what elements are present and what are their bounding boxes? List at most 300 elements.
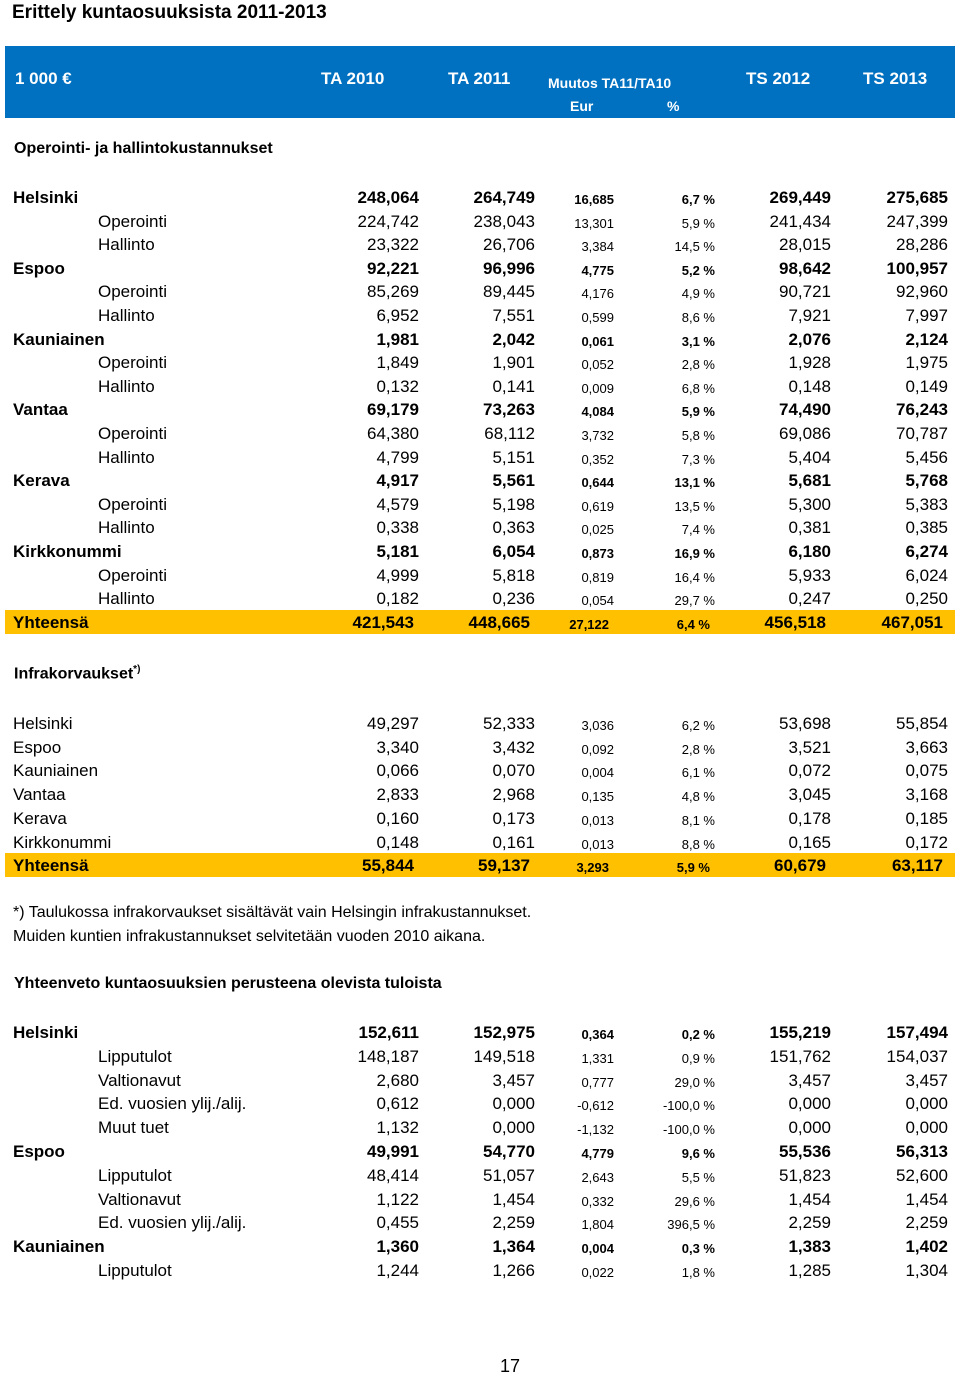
cell-ta2011: 5,198 xyxy=(492,494,535,514)
cell-ta2011: 0,363 xyxy=(492,518,535,538)
cell-ts2012: 74,490 xyxy=(779,400,831,420)
cell-muutos-pct: 16,4 % xyxy=(674,569,715,585)
cell-ta2010: 2,833 xyxy=(376,785,419,805)
row-label: Kerava xyxy=(13,471,70,491)
table-row xyxy=(0,374,960,398)
table-row xyxy=(0,232,960,256)
cell-muutos-pct: 9,6 % xyxy=(681,1146,715,1161)
cell-ta2010: 0,455 xyxy=(376,1213,419,1233)
table-header xyxy=(5,46,955,118)
cell-ta2010: 1,981 xyxy=(376,329,419,349)
cell-ts2013: 3,457 xyxy=(905,1070,948,1090)
cell-muutos-pct: 16,9 % xyxy=(674,546,715,561)
cell-muutos-eur: 0,873 xyxy=(581,546,614,561)
cell-ta2011: 96,996 xyxy=(483,258,535,278)
cell-ts2013: 1,402 xyxy=(905,1237,948,1257)
table-row xyxy=(0,421,960,445)
cell-muutos-eur: 4,176 xyxy=(581,286,614,302)
cell-ts2013: 5,768 xyxy=(905,471,948,491)
cell-ts2012: 3,521 xyxy=(788,737,831,757)
cell-muutos-pct: 14,5 % xyxy=(674,239,715,255)
cell-ta2011: 26,706 xyxy=(483,235,535,255)
table-row xyxy=(0,327,960,351)
cell-muutos-eur: 3,036 xyxy=(581,718,614,733)
cell-ts2012: 98,642 xyxy=(779,258,831,278)
cell-ta2011: 0,141 xyxy=(492,376,535,396)
cell-ta2010: 49,991 xyxy=(367,1142,419,1161)
cell-ta2010: 48,414 xyxy=(367,1165,419,1185)
cell-ts2013: 0,149 xyxy=(905,376,948,396)
cell-ta2010: 92,221 xyxy=(367,258,419,278)
table-row xyxy=(0,830,960,854)
cell-muutos-eur: 0,052 xyxy=(581,357,614,373)
header-ta2010: TA 2010 xyxy=(321,69,385,88)
cell-ts2012: 55,536 xyxy=(779,1142,831,1161)
row-label: Vantaa xyxy=(13,785,66,805)
cell-ts2012: 456,518 xyxy=(764,612,826,632)
cell-muutos-pct: 5,9 % xyxy=(681,404,715,420)
cell-ta2011: 0,173 xyxy=(492,808,535,828)
cell-muutos-eur: 4,779 xyxy=(581,1146,614,1161)
cell-muutos-eur: 1,331 xyxy=(581,1050,614,1066)
cell-ts2013: 55,854 xyxy=(896,714,948,733)
cell-ts2012: 28,015 xyxy=(779,235,831,255)
table-row xyxy=(0,539,960,563)
cell-muutos-pct: 4,8 % xyxy=(681,789,715,805)
cell-ta2011: 2,042 xyxy=(492,329,535,349)
table-row xyxy=(0,492,960,516)
cell-muutos-pct: 5,5 % xyxy=(681,1169,715,1185)
cell-muutos-pct: 13,1 % xyxy=(674,475,715,491)
header-ta2011: TA 2011 xyxy=(448,69,511,88)
cell-ta2011: 0,070 xyxy=(492,761,535,781)
cell-ta2010: 224,742 xyxy=(357,211,419,231)
cell-ts2012: 1,383 xyxy=(788,1237,831,1257)
row-label: Kirkkonummi xyxy=(13,542,122,561)
cell-muutos-eur: 3,384 xyxy=(581,239,614,255)
cell-muutos-pct: 7,3 % xyxy=(681,451,715,467)
cell-ts2012: 1,928 xyxy=(788,353,831,373)
cell-muutos-pct: 2,8 % xyxy=(681,357,715,373)
section-title-text: Infrakorvaukset xyxy=(14,665,134,683)
cell-ta2011: 68,112 xyxy=(484,424,535,443)
cell-ts2012: 1,285 xyxy=(788,1261,831,1280)
cell-ta2010: 0,066 xyxy=(376,761,419,781)
row-label: Valtionavut xyxy=(98,1189,181,1209)
cell-ts2013: 70,787 xyxy=(896,424,948,443)
header-pct: % xyxy=(667,98,680,114)
cell-muutos-pct: 29,6 % xyxy=(674,1193,715,1209)
cell-ts2012: 5,933 xyxy=(788,565,831,585)
table-row xyxy=(0,1068,960,1092)
cell-ts2013: 7,997 xyxy=(905,306,948,325)
cell-ts2013: 1,975 xyxy=(905,353,948,373)
cell-muutos-pct: 6,2 % xyxy=(681,718,715,733)
cell-ts2012: 0,178 xyxy=(788,808,831,828)
cell-muutos-eur: 3,732 xyxy=(581,428,614,443)
cell-ts2013: 76,243 xyxy=(896,400,948,420)
cell-muutos-pct: 5,2 % xyxy=(681,262,715,278)
cell-ta2010: 55,844 xyxy=(362,856,414,876)
cell-muutos-eur: 0,599 xyxy=(581,310,614,325)
cell-ta2010: 6,952 xyxy=(376,306,419,325)
row-label: Vantaa xyxy=(13,400,68,420)
row-label: Espoo xyxy=(13,258,65,278)
cell-ta2011: 0,161 xyxy=(492,832,535,852)
row-label: Ed. vuosien ylij./alij. xyxy=(98,1094,247,1114)
cell-muutos-eur: 0,004 xyxy=(581,1241,614,1257)
table-row xyxy=(0,350,960,374)
table-row xyxy=(0,1044,960,1068)
table-row xyxy=(0,256,960,280)
cell-muutos-pct: 2,8 % xyxy=(681,741,715,757)
row-label: Hallinto xyxy=(98,518,155,538)
table-row xyxy=(0,586,960,610)
row-label: Kauniainen xyxy=(13,1237,105,1257)
cell-ta2011: 73,263 xyxy=(483,400,535,420)
cell-muutos-eur: 0,352 xyxy=(581,451,614,467)
cell-ta2010: 69,179 xyxy=(367,400,419,420)
row-label: Hallinto xyxy=(98,376,155,396)
table-row xyxy=(0,1139,960,1163)
row-label: Operointi xyxy=(98,353,167,373)
header-eur: Eur xyxy=(570,98,594,114)
cell-ts2013: 467,051 xyxy=(881,612,943,632)
cell-ts2012: 5,404 xyxy=(788,447,831,467)
cell-ts2012: 0,000 xyxy=(788,1094,831,1114)
footnote-marker: *) xyxy=(133,664,141,675)
cell-ta2011: 5,151 xyxy=(492,447,535,467)
cell-muutos-eur: 0,644 xyxy=(581,475,614,491)
header-unit: 1 000 € xyxy=(15,69,72,88)
cell-ta2011: 1,266 xyxy=(492,1261,535,1280)
cell-muutos-pct: 6,1 % xyxy=(681,765,715,781)
cell-ta2011: 52,333 xyxy=(483,714,535,733)
row-label: Lipputulot xyxy=(98,1261,172,1280)
cell-muutos-pct: 8,8 % xyxy=(681,836,715,852)
cell-muutos-pct: -100,0 % xyxy=(662,1122,715,1138)
cell-ts2012: 1,454 xyxy=(788,1189,831,1209)
cell-ts2013: 0,000 xyxy=(905,1118,948,1138)
cell-ts2013: 3,663 xyxy=(905,737,948,757)
cell-muutos-pct: 6,4 % xyxy=(676,616,710,632)
row-label: Operointi xyxy=(98,565,167,585)
table-row xyxy=(0,468,960,492)
cell-muutos-pct: 6,7 % xyxy=(681,192,715,207)
row-label: Valtionavut xyxy=(98,1070,181,1090)
cell-ts2013: 56,313 xyxy=(896,1142,948,1161)
cell-ta2010: 4,917 xyxy=(376,471,419,491)
cell-ta2010: 0,148 xyxy=(376,832,419,852)
cell-ts2013: 0,075 xyxy=(905,761,948,781)
table-row xyxy=(0,711,960,735)
row-label: Hallinto xyxy=(98,447,155,467)
table-row xyxy=(0,209,960,233)
cell-muutos-eur: 0,777 xyxy=(581,1074,614,1090)
cell-ta2010: 23,322 xyxy=(367,235,419,255)
row-label: Kirkkonummi xyxy=(13,832,112,852)
table-row xyxy=(0,735,960,759)
page-number: 17 xyxy=(500,1356,521,1376)
cell-ta2011: 448,665 xyxy=(468,612,530,632)
cell-ts2013: 0,385 xyxy=(905,518,948,538)
row-label: Lipputulot xyxy=(98,1046,172,1066)
cell-ts2012: 90,721 xyxy=(779,282,831,302)
cell-ta2010: 64,380 xyxy=(367,424,419,443)
cell-ta2010: 49,297 xyxy=(367,714,419,733)
cell-ts2013: 275,685 xyxy=(886,188,948,207)
cell-muutos-eur: 0,054 xyxy=(581,593,614,609)
cell-ts2012: 0,247 xyxy=(788,589,831,609)
cell-muutos-eur: 27,122 xyxy=(569,616,609,632)
cell-ta2010: 85,269 xyxy=(367,282,419,302)
cell-ta2011: 3,457 xyxy=(492,1070,535,1090)
cell-ts2012: 0,000 xyxy=(788,1118,831,1138)
cell-ts2013: 2,124 xyxy=(905,329,948,349)
cell-ts2013: 92,960 xyxy=(896,282,948,302)
cell-muutos-pct: 6,8 % xyxy=(681,380,715,396)
cell-ta2011: 0,000 xyxy=(492,1118,535,1138)
table-row xyxy=(0,1020,960,1044)
cell-muutos-eur: 0,061 xyxy=(581,333,614,349)
cell-ts2012: 151,762 xyxy=(769,1046,831,1066)
cell-muutos-eur: 0,025 xyxy=(581,522,614,538)
row-label: Kauniainen xyxy=(13,329,105,349)
cell-ta2010: 152,611 xyxy=(358,1023,419,1042)
table-row xyxy=(0,397,960,421)
table-row xyxy=(0,279,960,303)
cell-ts2013: 3,168 xyxy=(905,785,948,805)
cell-muutos-pct: 5,9 % xyxy=(681,215,715,231)
cell-ta2011: 149,518 xyxy=(473,1046,535,1066)
table-row xyxy=(0,445,960,469)
row-label: Operointi xyxy=(98,494,167,514)
table-row xyxy=(0,185,960,209)
cell-muutos-pct: 5,9 % xyxy=(676,860,710,876)
footnote-line-2: Muiden kuntien infrakustannukset selvitetään vuoden 2010 aikana. xyxy=(13,928,486,945)
cell-ta2011: 2,259 xyxy=(492,1213,535,1233)
table-row xyxy=(0,1258,960,1282)
cell-muutos-eur: 3,293 xyxy=(576,860,609,876)
cell-ts2013: 6,024 xyxy=(905,565,948,585)
cell-ts2013: 247,399 xyxy=(886,211,948,231)
cell-muutos-eur: 0,619 xyxy=(581,498,614,514)
section-title-infrakorvaukset xyxy=(14,664,140,683)
cell-ts2013: 0,172 xyxy=(905,832,948,852)
cell-muutos-eur: 1,804 xyxy=(581,1217,614,1233)
cell-muutos-eur: -1,132 xyxy=(577,1122,614,1138)
cell-muutos-eur: 0,092 xyxy=(581,741,614,757)
cell-ta2011: 238,043 xyxy=(473,211,535,231)
cell-ta2011: 54,770 xyxy=(483,1142,535,1161)
cell-ta2010: 4,579 xyxy=(376,494,419,514)
cell-ta2010: 1,244 xyxy=(376,1261,419,1280)
total-row xyxy=(5,610,955,634)
cell-muutos-pct: 29,7 % xyxy=(674,593,715,609)
row-label: Operointi xyxy=(98,282,167,302)
cell-ta2010: 4,799 xyxy=(376,447,419,467)
cell-ts2012: 155,219 xyxy=(769,1023,831,1042)
cell-ts2013: 0,250 xyxy=(905,589,948,609)
cell-muutos-pct: 0,9 % xyxy=(681,1050,715,1066)
table-row xyxy=(0,563,960,587)
cell-ts2013: 1,304 xyxy=(905,1261,948,1280)
cell-ta2010: 248,064 xyxy=(357,188,419,207)
cell-muutos-eur: 0,135 xyxy=(581,789,614,805)
cell-ts2013: 52,600 xyxy=(896,1165,948,1185)
row-label: Muut tuet xyxy=(98,1118,169,1138)
table-row xyxy=(0,1234,960,1258)
cell-ts2012: 5,681 xyxy=(788,471,831,491)
footnote-line-1: *) Taulukossa infrakorvaukset sisältävät vain Helsingin infrakustannukset. xyxy=(13,904,532,921)
cell-muutos-pct: 396,5 % xyxy=(667,1217,715,1233)
cell-ta2010: 1,360 xyxy=(376,1237,419,1257)
cell-muutos-eur: 4,775 xyxy=(581,262,614,278)
cell-ts2012: 69,086 xyxy=(779,424,831,443)
cell-ta2011: 89,445 xyxy=(483,282,535,302)
cell-ta2010: 0,338 xyxy=(376,518,419,538)
cell-ta2011: 5,561 xyxy=(492,471,535,491)
cell-ta2010: 1,122 xyxy=(376,1189,419,1209)
cell-muutos-pct: 0,2 % xyxy=(681,1027,715,1042)
cell-ts2012: 2,076 xyxy=(788,329,831,349)
cell-ts2012: 7,921 xyxy=(788,306,831,325)
section-title-yhteenveto: Yhteenveto kuntaosuuksien perusteena olevista tuloista xyxy=(14,975,442,992)
cell-ts2013: 0,185 xyxy=(905,808,948,828)
cell-ta2011: 5,818 xyxy=(492,565,535,585)
cell-ta2011: 1,364 xyxy=(492,1237,535,1257)
cell-muutos-eur: 0,009 xyxy=(581,380,614,396)
cell-muutos-eur: 0,013 xyxy=(581,812,614,828)
cell-muutos-pct: 4,9 % xyxy=(681,286,715,302)
cell-ta2011: 264,749 xyxy=(473,188,535,207)
cell-ts2013: 6,274 xyxy=(905,542,948,561)
header-ts2012: TS 2012 xyxy=(746,69,811,88)
table-row xyxy=(0,758,960,782)
cell-muutos-pct: 3,1 % xyxy=(681,333,715,349)
cell-ta2011: 0,236 xyxy=(492,589,535,609)
cell-muutos-eur: 13,301 xyxy=(574,215,614,231)
cell-ts2013: 28,286 xyxy=(896,235,948,255)
cell-muutos-eur: 0,022 xyxy=(581,1265,614,1280)
cell-ts2013: 154,037 xyxy=(886,1046,948,1066)
cell-ts2013: 2,259 xyxy=(905,1213,948,1233)
cell-ts2013: 5,456 xyxy=(905,447,948,467)
cell-ta2011: 2,968 xyxy=(492,785,535,805)
cell-ta2011: 6,054 xyxy=(492,542,535,561)
row-label: Helsinki xyxy=(13,1023,79,1042)
cell-ts2012: 51,823 xyxy=(779,1165,831,1185)
header-muutos: Muutos TA11/TA10 xyxy=(548,75,672,91)
cell-muutos-eur: 0,004 xyxy=(581,765,614,781)
cell-muutos-eur: 0,364 xyxy=(581,1027,614,1042)
cell-ts2013: 1,454 xyxy=(905,1189,948,1209)
row-label: Yhteensä xyxy=(13,856,89,876)
row-label: Hallinto xyxy=(98,235,155,255)
row-label: Lipputulot xyxy=(98,1165,172,1185)
page-title: Erittely kuntaosuuksista 2011-2013 xyxy=(12,2,327,23)
table-row xyxy=(0,515,960,539)
cell-ta2011: 0,000 xyxy=(492,1094,535,1114)
cell-ta2011: 7,551 xyxy=(492,306,535,325)
cell-muutos-pct: 1,8 % xyxy=(681,1265,715,1280)
row-label: Kerava xyxy=(13,808,67,828)
row-label: Helsinki xyxy=(13,714,73,733)
cell-muutos-eur: 4,084 xyxy=(581,404,614,420)
cell-muutos-pct: 29,0 % xyxy=(674,1074,715,1090)
cell-muutos-eur: 0,332 xyxy=(581,1193,614,1209)
table-row xyxy=(0,1187,960,1211)
cell-ta2010: 0,182 xyxy=(376,589,419,609)
cell-muutos-eur: 2,643 xyxy=(581,1169,614,1185)
cell-muutos-pct: -100,0 % xyxy=(662,1098,715,1114)
cell-ts2013: 63,117 xyxy=(891,856,943,876)
cell-ts2013: 100,957 xyxy=(886,258,948,278)
cell-ta2010: 4,999 xyxy=(376,565,419,585)
cell-ta2011: 152,975 xyxy=(473,1023,535,1042)
cell-ta2010: 5,181 xyxy=(376,542,419,561)
cell-ts2012: 241,434 xyxy=(769,211,831,231)
table-row xyxy=(0,1210,960,1234)
cell-muutos-eur: 0,819 xyxy=(581,569,614,585)
cell-muutos-pct: 7,4 % xyxy=(681,522,715,538)
row-label: Helsinki xyxy=(13,188,79,207)
cell-muutos-eur: 16,685 xyxy=(574,192,614,207)
cell-ta2010: 1,132 xyxy=(376,1118,419,1138)
total-row xyxy=(5,853,955,877)
cell-muutos-pct: 0,3 % xyxy=(681,1241,715,1257)
cell-muutos-eur: -0,612 xyxy=(577,1098,614,1114)
cell-ta2010: 148,187 xyxy=(357,1046,419,1066)
cell-ts2013: 157,494 xyxy=(886,1023,948,1042)
cell-ts2012: 60,679 xyxy=(774,856,826,876)
cell-muutos-pct: 8,6 % xyxy=(681,310,715,325)
cell-ta2010: 2,680 xyxy=(376,1070,419,1090)
cell-ts2012: 2,259 xyxy=(788,1213,831,1233)
row-label: Operointi xyxy=(98,424,167,443)
cell-ta2011: 3,432 xyxy=(492,737,535,757)
table-row xyxy=(0,782,960,806)
table-row xyxy=(0,806,960,830)
cell-muutos-pct: 13,5 % xyxy=(674,498,715,514)
cell-ts2012: 53,698 xyxy=(779,714,831,733)
cell-ts2012: 3,457 xyxy=(788,1070,831,1090)
cell-ta2011: 59,137 xyxy=(478,856,530,876)
row-label: Yhteensä xyxy=(13,612,89,632)
row-label: Ed. vuosien ylij./alij. xyxy=(98,1213,247,1233)
row-label: Espoo xyxy=(13,737,62,757)
cell-ta2010: 0,612 xyxy=(376,1094,419,1114)
header-ts2013: TS 2013 xyxy=(863,69,928,88)
cell-ta2011: 1,901 xyxy=(492,353,535,373)
cell-muutos-pct: 5,8 % xyxy=(681,428,715,443)
cell-ta2010: 0,160 xyxy=(376,808,419,828)
cell-ts2013: 5,383 xyxy=(905,494,948,514)
cell-ta2010: 0,132 xyxy=(376,376,419,396)
row-label: Hallinto xyxy=(98,589,155,609)
cell-ts2012: 0,381 xyxy=(788,518,831,538)
table-row xyxy=(0,1091,960,1115)
cell-ts2013: 0,000 xyxy=(905,1094,948,1114)
cell-ta2010: 3,340 xyxy=(376,737,419,757)
cell-ts2012: 269,449 xyxy=(769,188,831,207)
cell-ts2012: 0,148 xyxy=(788,376,831,396)
cell-ta2011: 1,454 xyxy=(492,1189,535,1209)
cell-muutos-eur: 0,013 xyxy=(581,836,614,852)
cell-ta2011: 51,057 xyxy=(483,1165,535,1185)
cell-muutos-pct: 8,1 % xyxy=(681,812,715,828)
cell-ts2012: 0,165 xyxy=(788,832,831,852)
